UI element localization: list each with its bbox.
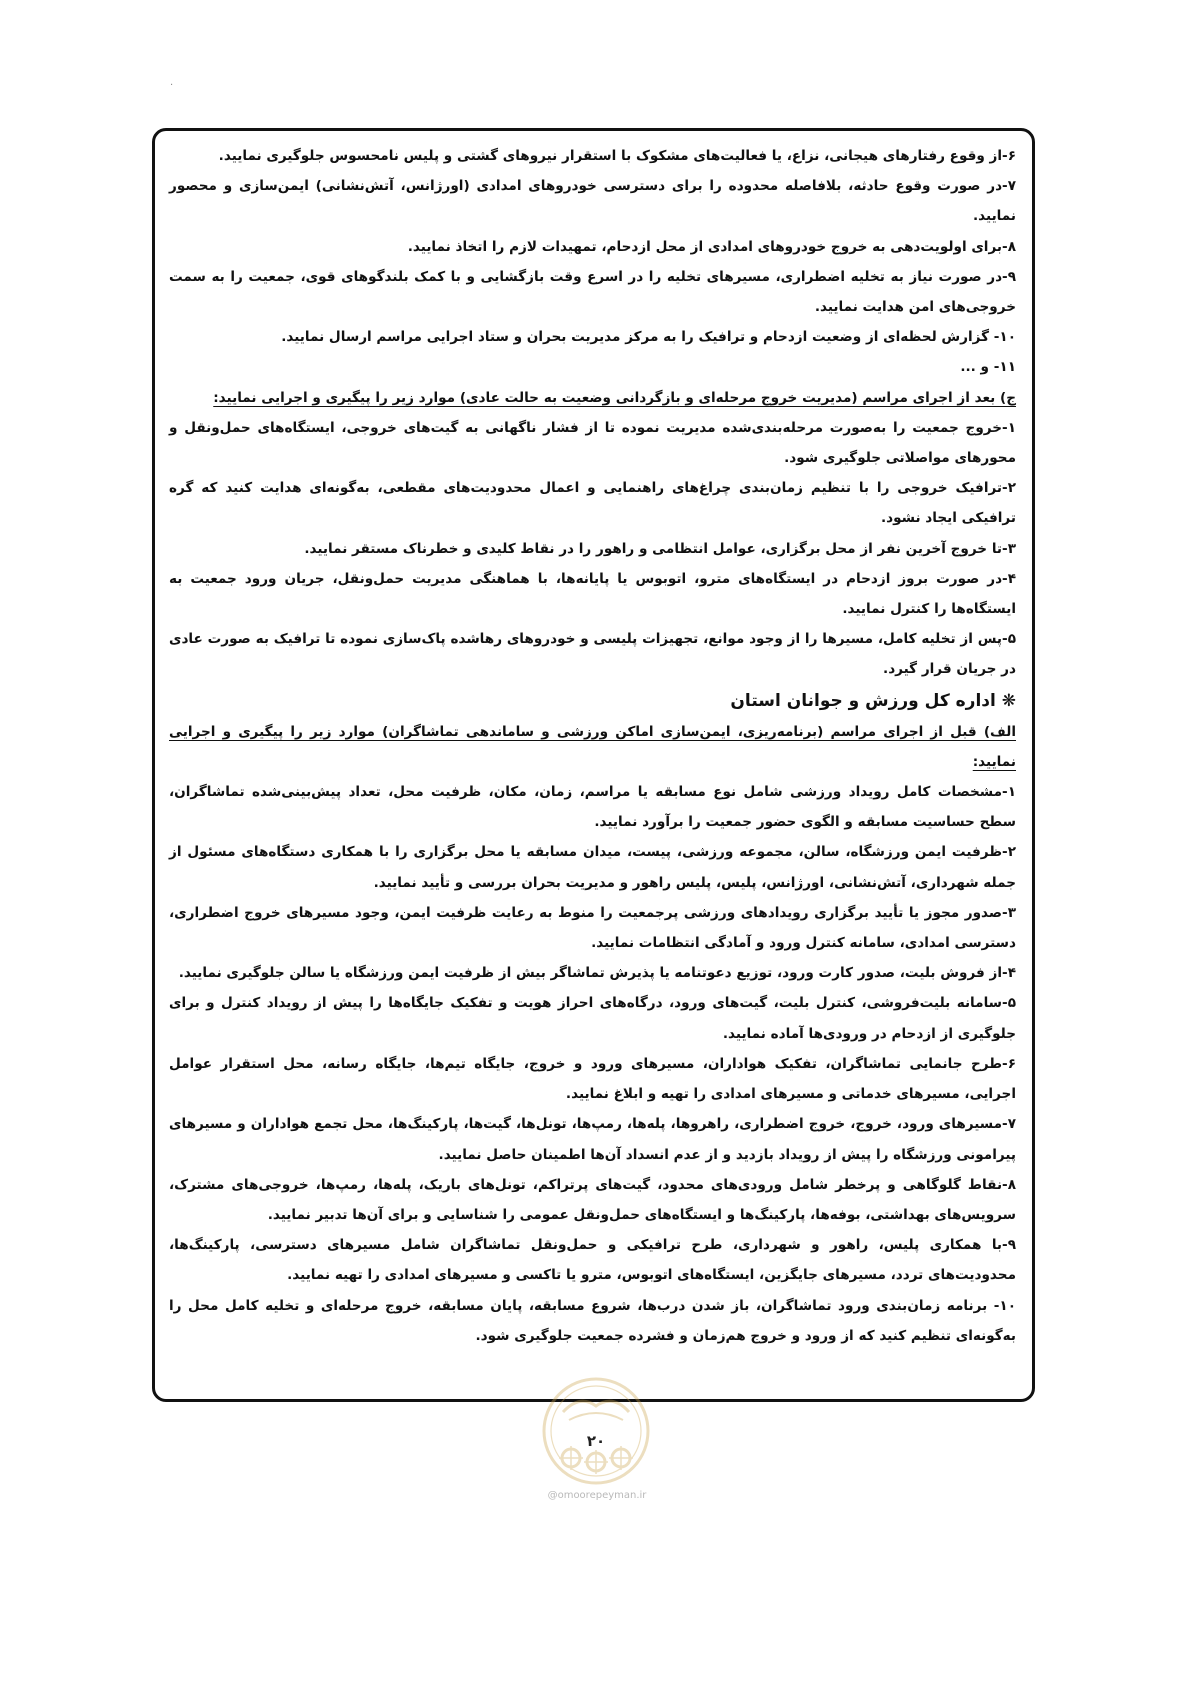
- watermark-handle: @omoorepeyman.ir: [547, 1490, 647, 1501]
- list-item: ۵-سامانه بلیت‌فروشی، کنترل بلیت، گیت‌های ورود، درگاه‌های احراز هویت و تفکیک جایگاه‌ها را پیش از رویداد کنترل و برای جلوگیری از ازدحام در ورودی‌ها آماده نمایید.: [169, 995, 1016, 1042]
- section-sport: [169, 685, 1016, 1351]
- list-item: ۶-از وقوع رفتارهای هیجانی، نزاع، یا فعالیت‌های مشکوک با استقرار نیروهای گشتی و پلیس نامحسوس جلوگیری نمایید.: [218, 148, 1016, 164]
- list-item: ۹-با همکاری پلیس، راهور و شهرداری، طرح ترافیکی و حمل‌ونقل تماشاگران شامل مسیرهای دسترسی، پارکینگ‌ها، محدودیت‌های تردد، مسیرهای جایگزین، ایستگاه‌های اتوبوس، مترو یا تاکسی و مسیرهای امدادی را تهیه نمایید.: [169, 1237, 1016, 1284]
- page-frame: [152, 128, 1035, 1402]
- list-item: ۳-تا خروج آخرین نفر از محل برگزاری، عوامل انتظامی و راهور را در نقاط کلیدی و خطرناک مستقر نمایید.: [304, 540, 1016, 557]
- scan-speck: ·: [170, 80, 174, 91]
- list-item: ۴-از فروش بلیت، صدور کارت ورود، توزیع دعوتنامه یا پذیرش تماشاگر بیش از ظرفیت ایمن ورزشگاه یا سالن جلوگیری نمایید.: [178, 965, 1016, 982]
- list-item: ۱-مشخصات کامل رویداد ورزشی شامل نوع مسابقه یا مراسم، زمان، مکان، ظرفیت محل، تعداد پیش‌بینی‌شده تماشاگران، سطح حساسیت مسابقه و الگوی حضور جمعیت را برآورد نمایید.: [169, 784, 1016, 831]
- list-item: ۶-طرح جانمایی تماشاگران، تفکیک هواداران، مسیرهای ورود و خروج، جایگاه تیم‌ها، جایگاه رسانه، محل استقرار عوامل اجرایی، مسیرهای خدماتی و مسیرهای امدادی را تهیه و ابلاغ نمایید.: [169, 1055, 1016, 1103]
- section-sport-subheading: الف) قبل از اجرای مراسم (برنامه‌ریزی، ایمن‌سازی اماکن ورزشی و ساماندهی تماشاگران) موارد زیر را پیگیری و اجرایی نمایید:: [169, 723, 1016, 770]
- list-item: ۲-ترافیک خروجی را با تنظیم زمان‌بندی چراغ‌های راهنمایی و اعمال محدودیت‌های مقطعی، به‌گونه‌ای هدایت کنید که گره ترافیکی ایجاد نشود.: [169, 480, 1016, 527]
- section-previous-items: [169, 141, 1016, 383]
- list-item: ۱۰- گزارش لحظه‌ای از وضعیت ازدحام و ترافیک را به مرکز مدیریت بحران و ستاد اجرایی مراسم ارسال نمایید.: [281, 329, 1016, 346]
- section-title: ❋ اداره کل ورزش و جوانان استان: [730, 690, 1016, 711]
- list-item: ۷-مسیرهای ورود، خروج، خروج اضطراری، راهروها، پله‌ها، رمپ‌ها، تونل‌ها، گیت‌ها، پارکینگ‌ها، محل تجمع هواداران و مسیرهای پیرامونی ورزشگاه را پیش از رویداد بازدید و از عدم انسداد آن‌ها اطمینان حاصل نمایید.: [169, 1116, 1016, 1163]
- list-item: ۳-صدور مجوز یا تأیید برگزاری رویدادهای ورزشی پرجمعیت را منوط به رعایت ظرفیت ایمن، وجود مسیرهای خروج اضطراری، دسترسی امدادی، سامانه کنترل ورود و آمادگی انتظامات نمایید.: [169, 904, 1016, 952]
- list-item: ۸-برای اولویت‌دهی به خروج خودروهای امدادی از محل ازدحام، تمهیدات لازم را اتخاذ نمایید.: [407, 238, 1016, 255]
- watermark-logo: [535, 1376, 657, 1486]
- list-item: ۹-در صورت نیاز به تخلیه اضطراری، مسیرهای تخلیه را در اسرع وقت بازگشایی و با کمک بلندگوهای قوی، جمعیت را به سمت خروجی‌های امن هدایت نمایید.: [169, 268, 1016, 316]
- section-c-heading: ج) بعد از اجرای مراسم (مدیریت خروج مرحله‌ای و بازگردانی وضعیت به حالت عادی) موارد زیر را پیگیری و اجرایی نمایید:: [213, 389, 1016, 406]
- list-item: ۱-خروج جمعیت را به‌صورت مرحله‌بندی‌شده مدیریت نموده تا از فشار ناگهانی به گیت‌های خروجی، ایستگاه‌های حمل‌ونقل و محورهای مواصلاتی جلوگیری شود.: [169, 419, 1016, 467]
- document-body: [169, 141, 1016, 1351]
- list-item: ۱۱- و ...: [960, 359, 1016, 376]
- page-number: ۲۰: [586, 1432, 606, 1450]
- list-item: ۱۰- برنامه زمان‌بندی ورود تماشاگران، باز شدن درب‌ها، شروع مسابقه، پایان مسابقه، خروج مرحله‌ای و تخلیه کامل محل را به‌گونه‌ای تنظیم کنید که از ورود و خروج هم‌زمان و فشرده جمعیت جلوگیری شود.: [169, 1297, 1016, 1344]
- list-item: ۸-نقاط گلوگاهی و پرخطر شامل ورودی‌های محدود، گیت‌های پرتراکم، تونل‌های باریک، پله‌ها، رمپ‌ها، خروجی‌های مشترک، سرویس‌های بهداشتی، بوفه‌ها، پارکینگ‌ها و ایستگاه‌های حمل‌ونقل عمومی را شناسایی و برای آن‌ها تدبیر نمایید.: [169, 1176, 1016, 1223]
- list-item: ۴-در صورت بروز ازدحام در ایستگاه‌های مترو، اتوبوس یا پایانه‌ها، با هماهنگی مدیریت حمل‌ونقل، جریان ورود جمعیت به ایستگاه‌ها را کنترل نمایید.: [169, 570, 1016, 618]
- list-item: ۷-در صورت وقوع حادثه، بلافاصله محدوده را برای دسترسی خودروهای امدادی (اورژانس، آتش‌نشانی) ایمن‌سازی و محصور نمایید.: [169, 178, 1016, 225]
- list-item: ۵-پس از تخلیه کامل، مسیرها را از وجود موانع، تجهیزات پلیسی و خودروهای رهاشده پاک‌سازی نموده تا ترافیک به صورت عادی در جریان قرار گیرد.: [169, 631, 1016, 678]
- list-item: ۲-ظرفیت ایمن ورزشگاه، سالن، مجموعه ورزشی، پیست، میدان مسابقه یا محل برگزاری را با همکاری دستگاه‌های مسئول از جمله شهرداری، آتش‌نشانی، اورژانس، پلیس، پلیس راهور و مدیریت بحران بررسی و تأیید نمایید.: [169, 844, 1016, 891]
- section-c: [169, 383, 1016, 685]
